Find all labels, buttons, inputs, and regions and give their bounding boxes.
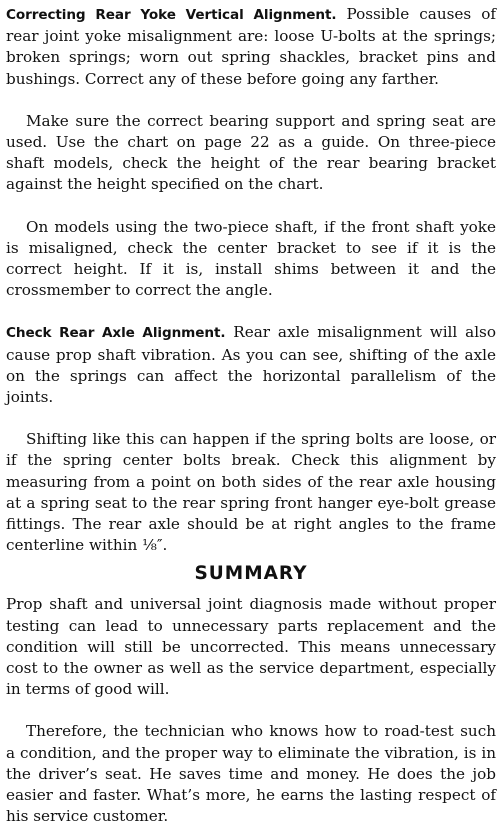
- paragraph-summary-technician: Therefore, the technician who knows how to road-test such a condition, and the proper way to eliminate the vibration, is in the driver’s seat. He saves time and money. He does the job easier and faster. What’s more, he earns the lasting respect of his service customer.: [6, 722, 496, 826]
- paragraph-gap: [6, 301, 496, 322]
- paragraph-gap: [6, 90, 496, 111]
- runin-heading-rear-axle-alignment: Check Rear Axle Alignment.: [6, 325, 226, 342]
- paragraph-text: Possible causes of rear joint yoke misalignment are: loose U-bolts at the springs; broken springs; worn out spring shackles, bracket pins and bushings. Correct any of these before going any farther.: [6, 5, 496, 88]
- paragraph-spring-bolts: Shifting like this can happen if the spring bolts are loose, or if the spring center bolts break. Check this alignment by measuring from a point on both sides of the rear axle housing at a spring seat to the rear spring front hanger eye-bolt grease fittings. The rear axle should be at right angles to the frame centerline within ⅛″.: [6, 430, 496, 555]
- paragraph-summary-diagnosis: Prop shaft and universal joint diagnosis made without proper testing can lead to unnecessary parts replacement and the condition will still be uncorrected. This means unnecessary cost to the owner as well as the service department, especially in terms of good will.: [6, 595, 496, 699]
- paragraph-rear-yoke-alignment: [6, 4, 496, 90]
- runin-heading-rear-yoke-alignment: Correcting Rear Yoke Vertical Alignment.: [6, 7, 337, 23]
- summary-heading: SUMMARY: [194, 563, 308, 585]
- paragraph-two-piece-shaft: On models using the two-piece shaft, if the front shaft yoke is misaligned, check the center bracket to see if it is the correct height. If it is, install shims between it and the crossmember to correct the angle.: [6, 217, 496, 300]
- paragraph-gap: [6, 408, 496, 429]
- paragraph-bearing-support: Make sure the correct bearing support and spring seat are used. Use the chart on page 22 as a guide. On three-piece shaft models, check the height of the rear bearing bracket against the height specified on the chart.: [6, 111, 496, 194]
- paragraph-rear-axle-alignment: [6, 322, 496, 408]
- document-page: [6, 4, 496, 828]
- paragraph-text: Rear axle misalignment will also cause prop shaft vibration. As you can see, shifting of the axle on the springs can affect the horizontal parallelism of the joints.: [6, 323, 496, 407]
- paragraph-gap: [6, 196, 496, 217]
- paragraph-gap: [6, 700, 496, 721]
